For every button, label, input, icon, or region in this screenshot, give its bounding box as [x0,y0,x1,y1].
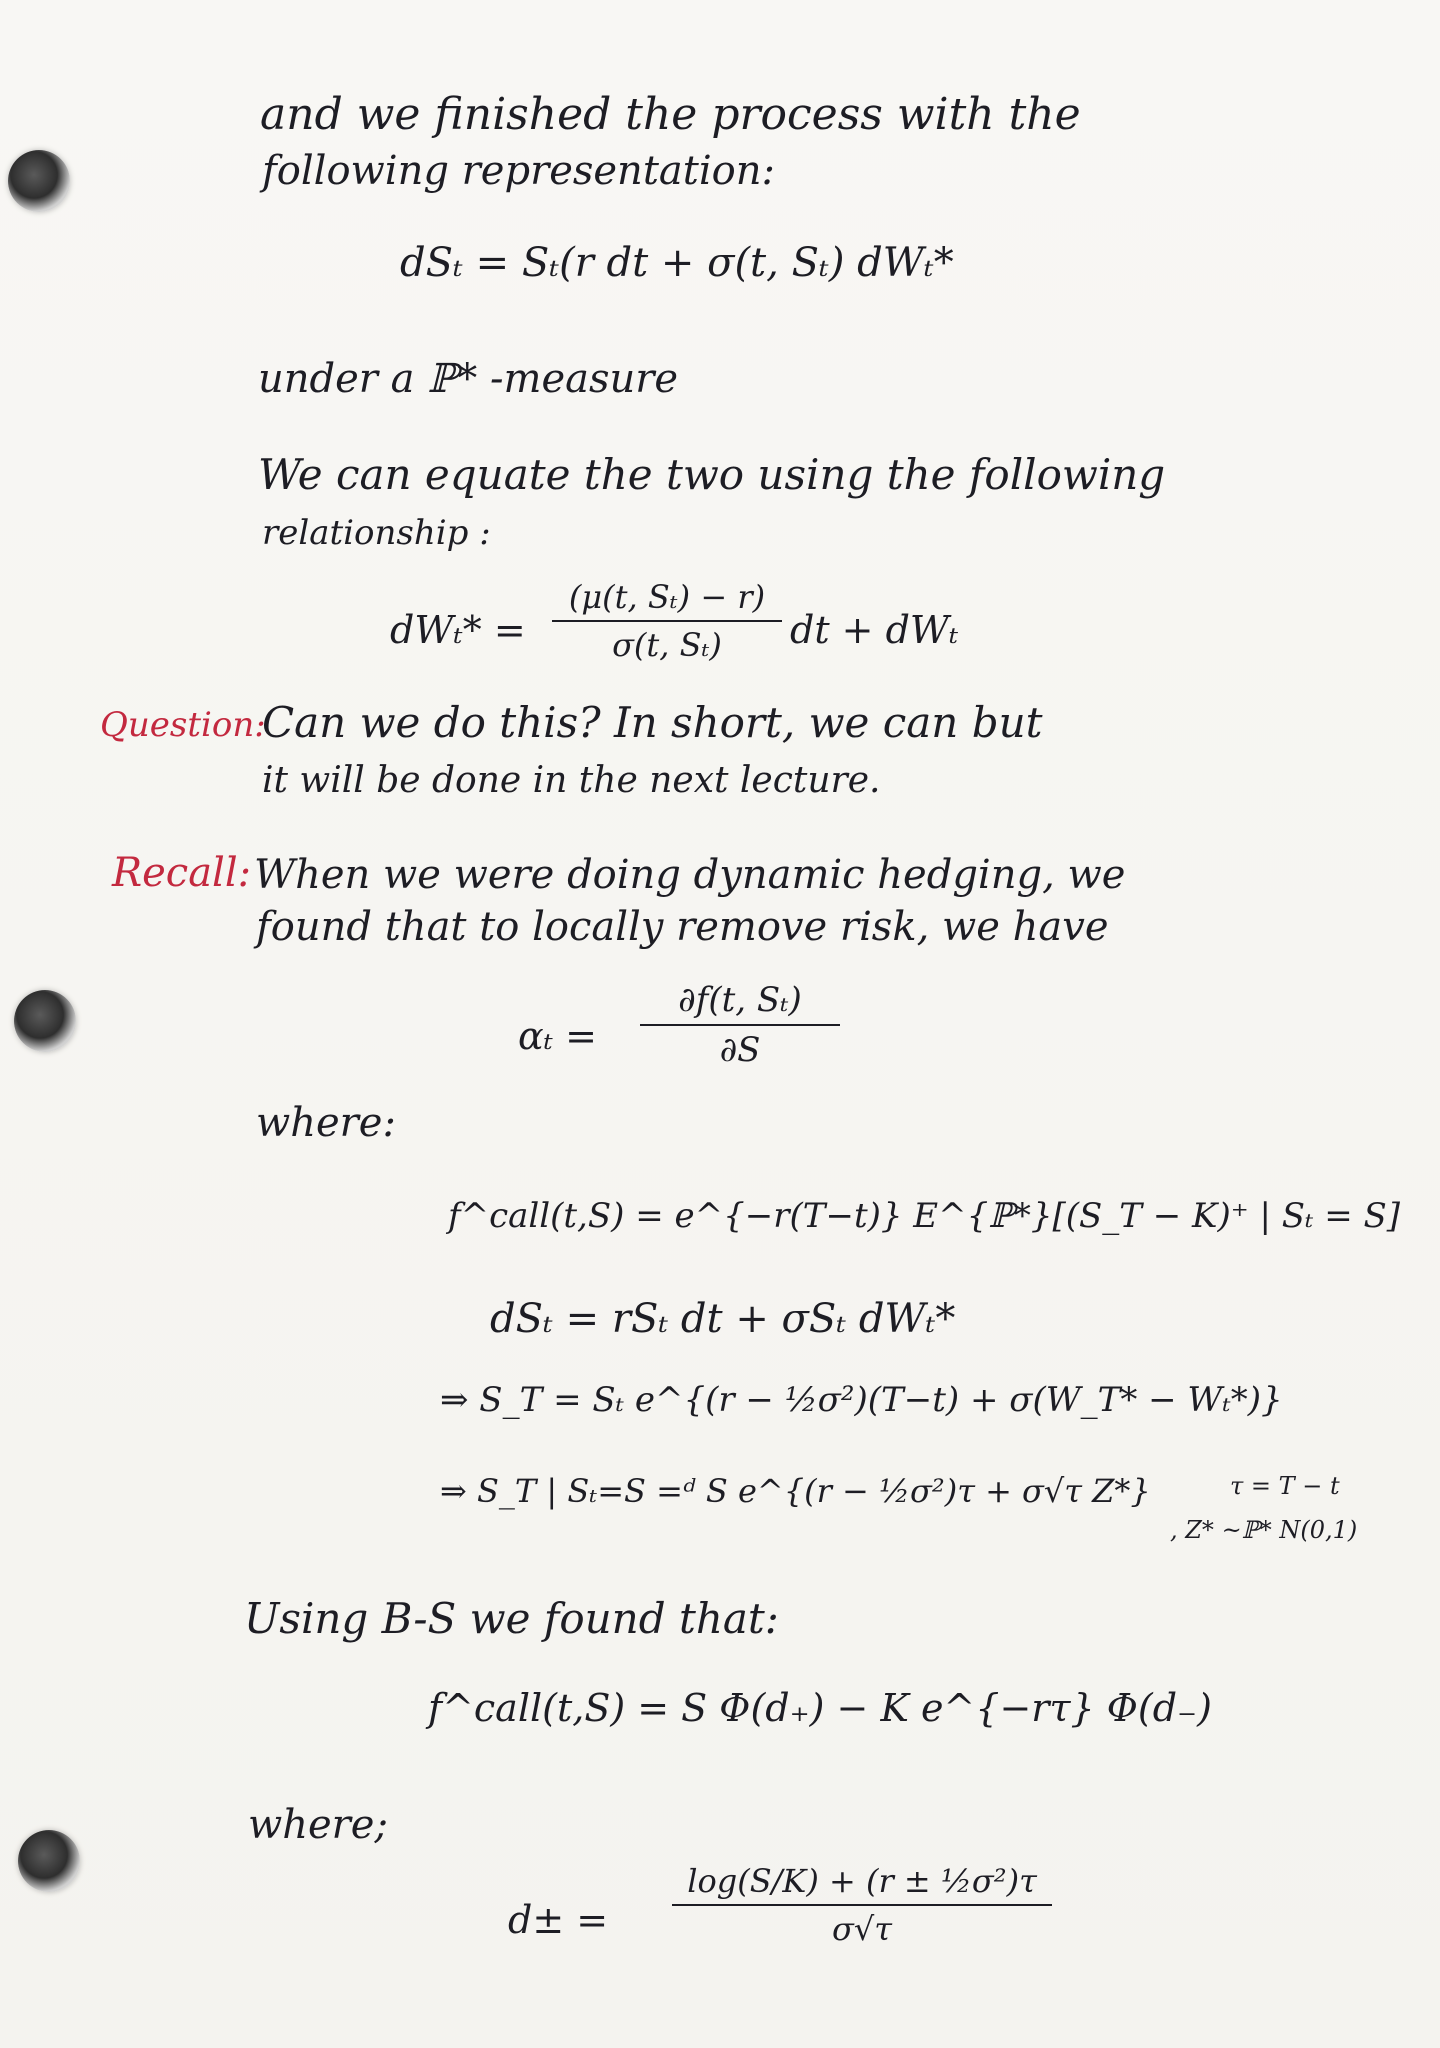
tau-definition: τ = T − t [1230,1472,1340,1500]
fraction-numerator: ∂f(t, Sₜ) [678,980,802,1020]
text-line: under a ℙ* -measure [258,356,679,402]
equation-dW-fraction [552,578,782,664]
fraction-bar [552,620,782,622]
equation-ST: ⇒ S_T = Sₜ e^{(r − ½σ²)(T−t) + σ(W_T* − Wₜ*)} [440,1380,1283,1420]
equation-dS2: dSₜ = rSₜ dt + σSₜ dWₜ* [490,1296,956,1342]
text-line: relationship : [262,513,491,553]
text-line: Can we do this? In short, we can but [262,698,1043,747]
binder-hole-icon [18,1830,80,1892]
text-line: Using B-S we found that: [244,1594,779,1643]
fraction-denominator: ∂S [719,1030,761,1070]
text-line: and we finished the process with the [260,89,1081,140]
equation-d-fraction [672,1862,1052,1948]
text-line: found that to locally remove risk, we have [256,904,1109,950]
text-line: following representation: [262,148,775,194]
binder-hole-icon [8,150,70,212]
equation-dW-lhs: dWₜ* = [390,608,526,652]
equation-fcall: f^call(t,S) = e^{−r(T−t)} E^{ℙ*}[(S_T − K)⁺ | Sₜ = S] [448,1196,1401,1236]
equation-ST-dist: ⇒ S_T | Sₜ=S =ᵈ S e^{(r − ½σ²)τ + σ√τ Z*} [440,1472,1151,1510]
equation-alpha-lhs: αₜ = [518,1014,597,1058]
text-line: We can equate the two using the following [258,450,1166,499]
fraction-denominator: σ(t, Sₜ) [612,626,722,664]
equation-dS: dSₜ = Sₜ(r dt + σ(t, Sₜ) dWₜ* [400,240,954,286]
fraction-numerator: log(S/K) + (r ± ½σ²)τ [687,1862,1037,1900]
equation-alpha-fraction [640,980,840,1070]
equation-bs: f^call(t,S) = S Φ(d₊) − K e^{−rτ} Φ(d₋) [428,1686,1212,1730]
equation-d-lhs: d± = [508,1898,609,1942]
question-label: Question: [100,705,266,745]
fraction-bar [640,1024,840,1026]
fraction-bar [672,1904,1052,1906]
fraction-numerator: (μ(t, Sₜ) − r) [568,578,766,616]
text-line: where: [256,1100,396,1146]
recall-label: Recall: [112,850,252,896]
fraction-denominator: σ√τ [832,1910,892,1948]
text-line: where; [248,1802,388,1848]
text-line: it will be done in the next lecture. [262,760,881,801]
equation-dW-rhs: dt + dWₜ [790,608,959,652]
z-definition: , Z* ~ℙ* N(0,1) [1170,1516,1358,1544]
text-line: When we were doing dynamic hedging, we [254,852,1126,898]
binder-hole-icon [14,990,76,1052]
